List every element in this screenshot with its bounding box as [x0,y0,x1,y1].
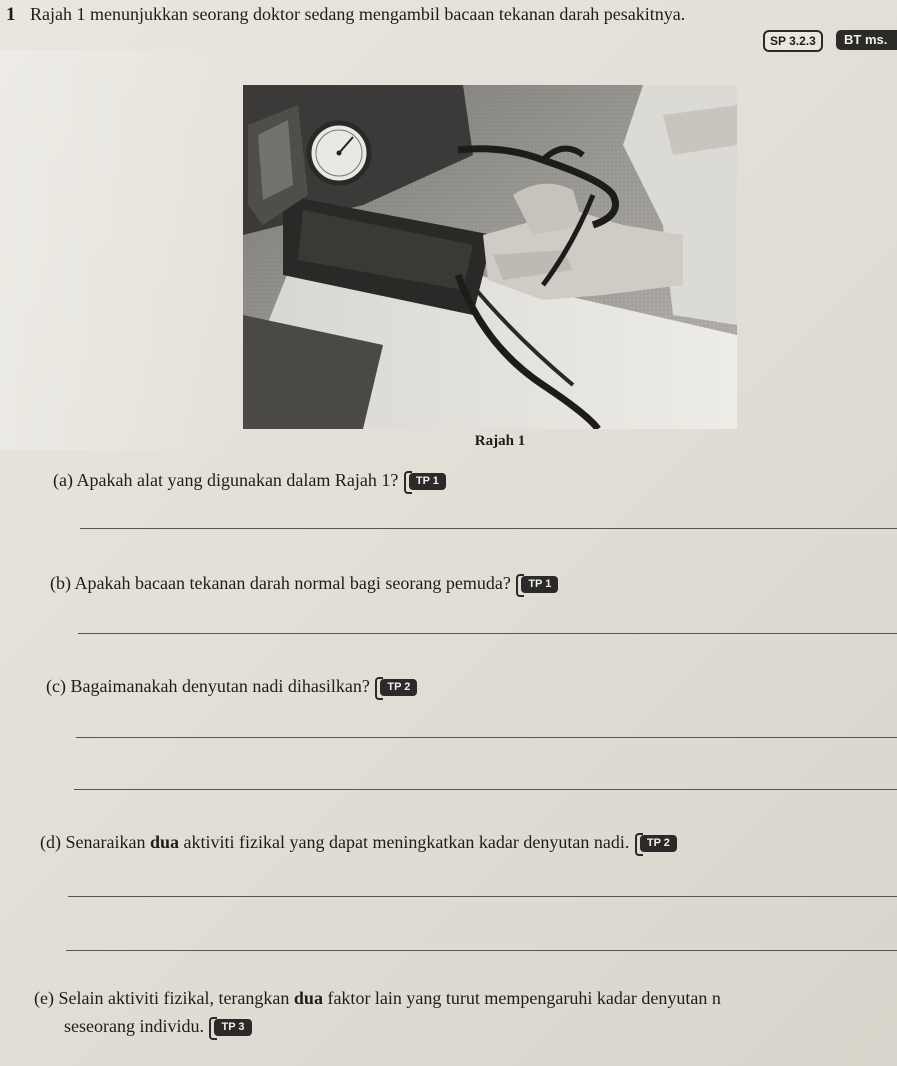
tp-badge: TP 3 [214,1019,251,1036]
question-intro: Rajah 1 menunjukkan seorang doktor sedang mengambil bacaan tekanan darah pesakitnya. [30,4,686,24]
part-label: (a) [53,470,73,490]
part-text-bold: dua [149,832,179,852]
figure-caption: Rajah 1 [474,433,526,449]
part-label: (c) [46,676,66,696]
question-part-c [46,676,417,697]
tp-badge: TP 2 [380,679,417,696]
answer-line[interactable] [76,737,897,738]
question-part-b [50,573,558,594]
part-text-after: faktor lain yang turut mempengaruhi kadar denyutan n [322,988,721,1008]
question-number: 1 [6,4,16,25]
part-label: (b) [50,573,71,593]
answer-line[interactable] [68,896,897,897]
part-text: Apakah alat yang digunakan dalam Rajah 1? [76,470,399,490]
sphygmomanometer-illustration [243,85,737,429]
tp-badge: TP 1 [409,473,446,490]
part-text-after: aktiviti fizikal yang dapat meningkatkan kadar denyutan nadi. [179,832,630,852]
question-part-a [53,470,446,491]
part-text: Apakah bacaan tekanan darah normal bagi seorang pemuda? [74,573,511,593]
part-text-before: Selain aktiviti fizikal, terangkan [58,988,294,1008]
bt-badge: BT ms. [836,30,897,50]
part-text-bold: dua [293,988,323,1008]
part-text: Bagaimanakah denyutan nadi dihasilkan? [70,676,370,696]
tp-badge: TP 2 [640,835,677,852]
answer-line[interactable] [80,528,897,529]
part-label: (e) [34,988,54,1008]
answer-line[interactable] [66,950,897,951]
sp-badge: SP 3.2.3 [763,30,823,52]
answer-line[interactable] [74,789,897,790]
part-label: (d) [40,832,61,852]
question-part-e [34,988,721,1009]
question-part-e-line2 [64,1016,252,1037]
blood-pressure-photo [243,85,737,429]
answer-line[interactable] [78,633,897,634]
part-text-line2: seseorang individu. [64,1016,204,1036]
page-shading [0,50,240,450]
part-text-before: Senaraikan [65,832,150,852]
tp-badge: TP 1 [521,576,558,593]
question-part-d [40,832,677,853]
